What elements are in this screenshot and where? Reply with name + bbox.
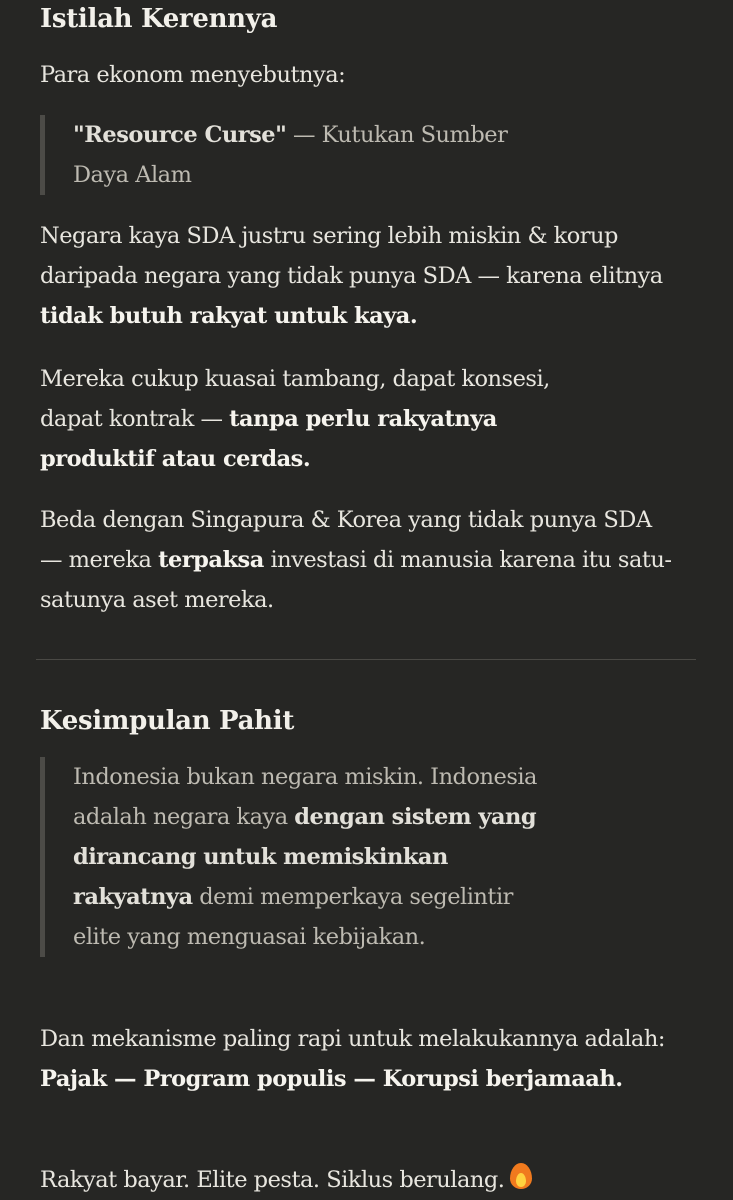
paragraph-singapura-text1: Beda dengan Singapura & Korea yang tidak punya SDA — mereka bbox=[40, 507, 652, 573]
paragraph-closing-text: Rakyat bayar. Elite pesta. Siklus berulang. bbox=[40, 1167, 505, 1193]
resource-curse-quote bbox=[40, 115, 543, 195]
paragraph-tambang bbox=[40, 359, 600, 479]
paragraph-singapura-text2: investasi di manusia karena itu satu-satunya aset mereka. bbox=[40, 547, 672, 613]
kesimpulan-quote bbox=[40, 757, 563, 957]
intro-text: Para ekonom menyebutnya: bbox=[40, 62, 346, 88]
quote-rest: — Kutukan Sumber Daya Alam bbox=[73, 122, 508, 188]
paragraph-sda-bold: tidak butuh rakyat untuk kaya. bbox=[40, 303, 418, 329]
paragraph-sda-text: Negara kaya SDA justru sering lebih miskin & korup daripada negara yang tidak punya SDA — karena elitnya bbox=[40, 223, 663, 289]
section-divider bbox=[36, 659, 696, 660]
paragraph-singapura-bold: terpaksa bbox=[158, 547, 264, 573]
paragraph-mekanisme bbox=[40, 1019, 680, 1099]
fire-icon bbox=[508, 1161, 534, 1191]
kesimpulan-quote-bold: dengan sistem yang dirancang untuk memiskinkan rakyatnya bbox=[73, 804, 537, 910]
paragraph-closing bbox=[40, 1160, 680, 1200]
paragraph-sda bbox=[40, 216, 680, 336]
paragraph-tambang-bold: tanpa perlu rakyatnya produktif atau cerdas. bbox=[40, 406, 497, 472]
paragraph-mekanisme-text: Dan mekanisme paling rapi untuk melakukannya adalah: bbox=[40, 1026, 665, 1052]
paragraph-mekanisme-bold: Pajak — Program populis — Korupsi berjamaah. bbox=[40, 1066, 623, 1092]
section-heading-kesimpulan: Kesimpulan Pahit bbox=[40, 706, 295, 736]
paragraph-singapura bbox=[40, 500, 680, 620]
kesimpulan-quote-text1: Indonesia bukan negara miskin. Indonesia adalah negara kaya bbox=[73, 764, 537, 830]
kesimpulan-quote-text2: demi memperkaya segelintir elite yang menguasai kebijakan. bbox=[73, 884, 513, 950]
paragraph-tambang-text: Mereka cukup kuasai tambang, dapat konsesi, dapat kontrak — bbox=[40, 366, 550, 432]
quote-term: "Resource Curse" bbox=[73, 122, 287, 148]
section-heading-istilah: Istilah Kerennya bbox=[40, 4, 278, 34]
